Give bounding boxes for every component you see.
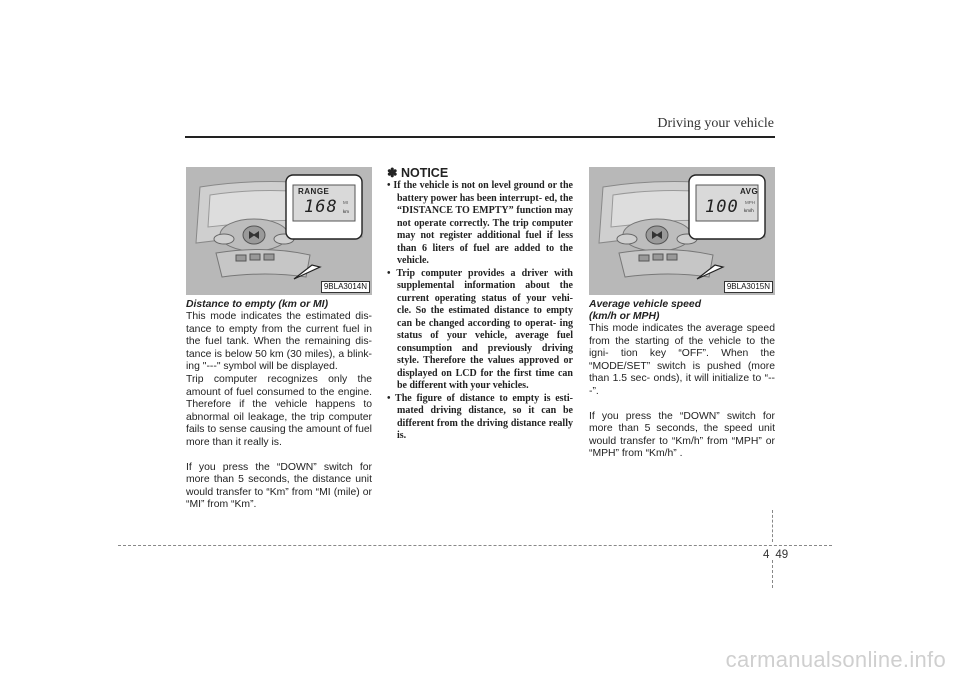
notice-item: • If the vehicle is not on level ground or the battery power has been interrupt- ed, the “DISTANCE TO EMPTY” function may not operate correctly. The trip computer may not register additional fuel if less than 6 liters of fuel are added to the vehicle. <box>387 180 573 266</box>
paragraph: This mode indicates the average speed from the starting of the vehicle to the igni- tion key “OFF”. When the “MODE/SET” switch is pushed (more than 1.5 sec- onds), it will initialize to “---”. <box>589 323 775 397</box>
notice-box <box>387 165 573 443</box>
avg-unit-mph: MPH <box>745 200 755 205</box>
figure-code: 9BLA3015N <box>724 281 773 293</box>
notice-list <box>387 180 573 443</box>
notice-title: ✽ NOTICE <box>387 166 449 180</box>
footer-divider <box>772 510 773 542</box>
left-column <box>186 299 372 512</box>
figure-code: 9BLA3014N <box>321 281 370 293</box>
range-unit-mi: MI <box>343 200 348 205</box>
page-number <box>763 549 794 561</box>
right-column <box>589 299 775 461</box>
avg-label: AVG <box>740 187 759 196</box>
range-unit-km: km <box>343 209 349 214</box>
page-number-value: 49 <box>775 549 789 561</box>
chapter-number: 4 <box>763 549 770 561</box>
distance-to-empty-heading: Distance to empty (km or MI) <box>186 299 329 310</box>
range-display-figure <box>186 167 372 295</box>
notice-item: • Trip computer provides a driver with supplemental information about the current operating status of your vehi- cle. So the estimated distance to empty can be changed according to operat- ing status of your vehicle, average fuel consumption and previously driving style. Therefore the values approved or displayed on LCD for the first time can be different with your vehicles. <box>387 267 573 391</box>
paragraph: This mode indicates the estimated dis- tance to empty from the current fuel in the fuel tank. When the remaining dis- tance is below 50 km (30 miles), a blink- ing "---" symbol will be displayed. <box>186 311 372 373</box>
notice-item: • The figure of distance to empty is esti- mated driving distance, so it can be different from the driving distance really is. <box>387 392 573 441</box>
section-title: Driving your vehicle <box>657 116 774 131</box>
range-label: RANGE <box>298 187 330 196</box>
paragraph: If you press the “DOWN” switch for more than 5 seconds, the distance unit would transfer to “Km” from “MI (mile) or “MI” from “Km”. <box>186 461 372 511</box>
paragraph: If you press the “DOWN” switch for more than 5 seconds, the speed unit would transfer to “Km/h” from “MPH” or “MPH” from “Km/h” . <box>589 410 775 460</box>
paragraph: Trip computer recognizes only the amount of fuel consumed to the engine. Therefore if the vehicle happens to abnormal oil leakage, the trip computer fails to sense causing the amount of fuel more than it really is. <box>186 373 372 448</box>
footer-rule <box>118 545 832 546</box>
avg-value: 100 <box>705 197 739 217</box>
avg-speed-heading-line1: Average vehicle speed <box>589 299 702 310</box>
avg-unit-kmh: km/h <box>744 208 754 213</box>
header-rule <box>185 136 775 138</box>
avg-speed-figure <box>589 167 775 295</box>
footer-divider <box>772 560 773 588</box>
range-value: 168 <box>304 197 338 217</box>
watermark: carmanualsonline.info <box>725 647 946 672</box>
avg-speed-heading-line2: (km/h or MPH) <box>589 311 660 322</box>
overhead-console-illustration <box>186 167 372 295</box>
